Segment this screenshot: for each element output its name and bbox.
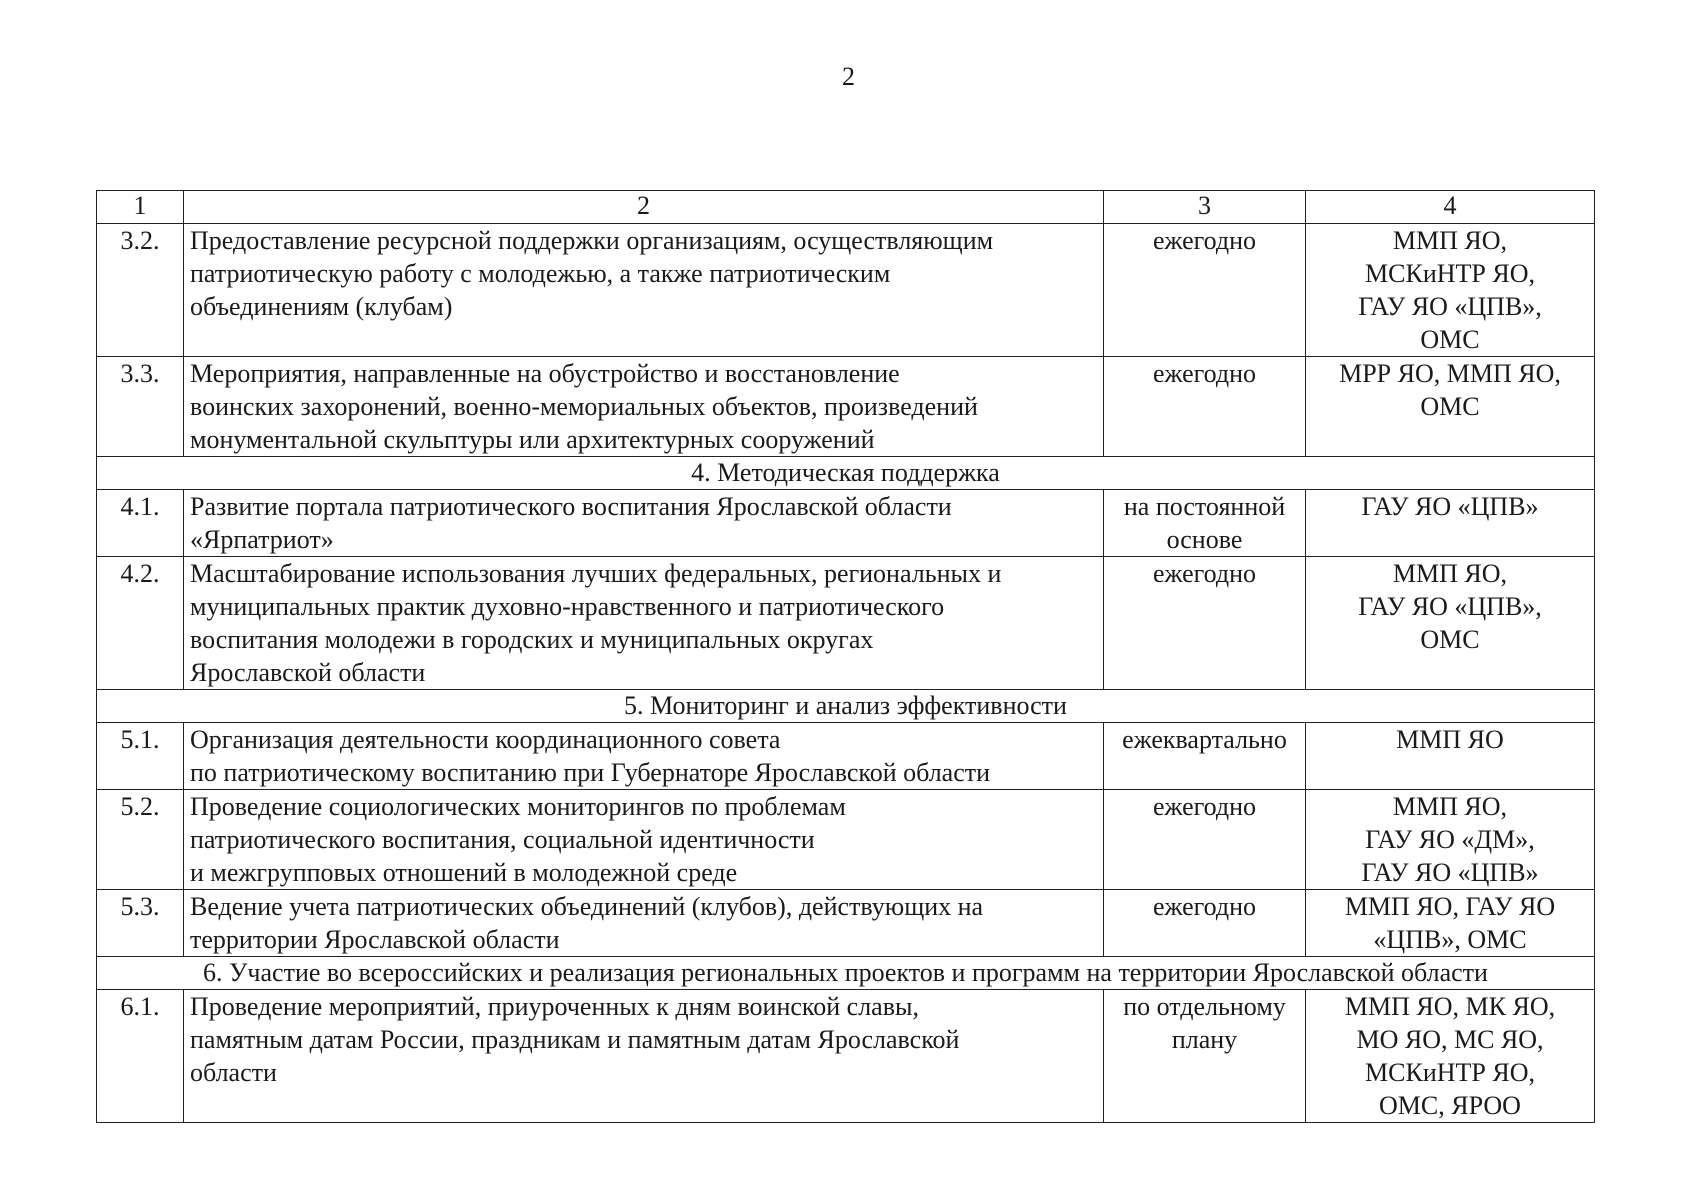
- column-header: 1: [97, 191, 184, 224]
- table-row: [97, 723, 1595, 790]
- item-number: 4.2.: [97, 557, 184, 690]
- item-description: [184, 557, 1104, 690]
- item-responsible: [1306, 224, 1595, 357]
- item-responsible-line: ММП ЯО, ГАУ ЯО: [1344, 892, 1556, 921]
- column-header: 2: [184, 191, 1104, 224]
- section-row: [97, 690, 1595, 723]
- item-description-line: Мероприятия, направленные на обустройство и восстановление: [190, 359, 900, 388]
- item-number: 5.2.: [97, 790, 184, 890]
- table-row: [97, 890, 1595, 957]
- table-header-row: [97, 191, 1595, 224]
- item-responsible: [1306, 557, 1595, 690]
- item-responsible-line: МО ЯО, МС ЯО,: [1356, 1025, 1544, 1054]
- item-responsible-line: ОМС, ЯРОО: [1379, 1091, 1521, 1120]
- item-responsible: [1306, 790, 1595, 890]
- item-description-line: по патриотическому воспитанию при Губернаторе Ярославской области: [190, 758, 991, 787]
- item-responsible: [1306, 357, 1595, 457]
- item-description-line: Проведение мероприятий, приуроченных к дням воинской славы,: [190, 992, 919, 1021]
- table-row: [97, 790, 1595, 890]
- item-responsible-line: ММП ЯО, МК ЯО,: [1344, 992, 1556, 1021]
- table-row: [97, 490, 1595, 557]
- item-description-line: муниципальных практик духовно-нравственного и патриотического: [190, 592, 945, 621]
- item-responsible-line: МСКиНТР ЯО,: [1365, 1058, 1535, 1087]
- item-description-line: и межгрупповых отношений в молодежной среде: [190, 858, 738, 887]
- item-description-line: Организация деятельности координационного совета: [190, 725, 781, 754]
- item-description-line: патриотическую работу с молодежью, а также патриотическим: [190, 259, 891, 288]
- item-responsible-line: ММП ЯО,: [1392, 226, 1508, 255]
- item-description-line: объединениям (клубам): [190, 292, 453, 321]
- item-period: [1104, 224, 1306, 357]
- section-row: [97, 457, 1595, 490]
- item-responsible-line: МРР ЯО, ММП ЯО,: [1339, 359, 1561, 388]
- page-number: 2: [842, 62, 855, 91]
- item-description-line: монументальной скульптуры или архитектурных сооружений: [190, 425, 875, 454]
- item-number: 3.3.: [97, 357, 184, 457]
- item-responsible-line: ОМС: [1420, 392, 1480, 421]
- item-description-line: территории Ярославской области: [190, 925, 560, 954]
- item-responsible-line: ГАУ ЯО «ЦПВ»,: [1358, 292, 1542, 321]
- item-period: [1104, 790, 1306, 890]
- item-period: [1104, 990, 1306, 1123]
- item-description-line: воспитания молодежи в городских и муниципальных округах: [190, 625, 874, 654]
- item-responsible: [1306, 990, 1595, 1123]
- item-description: [184, 890, 1104, 957]
- item-description-line: Ведение учета патриотических объединений (клубов), действующих на: [190, 892, 984, 921]
- column-header: 4: [1306, 191, 1595, 224]
- table-row: [97, 990, 1595, 1123]
- item-number: 6.1.: [97, 990, 184, 1123]
- item-description-line: «Ярпатриот»: [190, 525, 334, 554]
- section-row: [97, 957, 1595, 990]
- item-period-line: ежегодно: [1152, 792, 1257, 821]
- item-period: [1104, 490, 1306, 557]
- plan-table: [96, 190, 1595, 1123]
- plan-table-body: [97, 191, 1595, 1123]
- section-title: 6. Участие во всероссийских и реализация региональных проектов и программ на территории Ярославской области: [97, 957, 1595, 990]
- item-responsible-line: ОМС: [1420, 625, 1480, 654]
- item-responsible-line: ММП ЯО,: [1392, 792, 1508, 821]
- section-title: 4. Методическая поддержка: [97, 457, 1595, 490]
- section-title: 5. Мониторинг и анализ эффективности: [97, 690, 1595, 723]
- item-description-line: патриотического воспитания, социальной идентичности: [190, 825, 815, 854]
- item-description: [184, 357, 1104, 457]
- item-period: [1104, 557, 1306, 690]
- table-row: [97, 224, 1595, 357]
- table-row: [97, 557, 1595, 690]
- item-number: 3.2.: [97, 224, 184, 357]
- item-period: [1104, 723, 1306, 790]
- item-description-line: Масштабирование использования лучших федеральных, региональных и: [190, 559, 1002, 588]
- item-description-line: Развитие портала патриотического воспитания Ярославской области: [190, 492, 952, 521]
- item-period-line: по отдельному: [1123, 992, 1286, 1021]
- item-description: [184, 990, 1104, 1123]
- item-description: [184, 790, 1104, 890]
- item-period-line: ежеквартально: [1122, 725, 1287, 754]
- item-responsible-line: «ЦПВ», ОМС: [1373, 925, 1527, 954]
- item-period-line: основе: [1166, 525, 1243, 554]
- item-responsible: [1306, 490, 1595, 557]
- column-header: 3: [1104, 191, 1306, 224]
- item-period-line: ежегодно: [1152, 892, 1257, 921]
- item-period-line: ежегодно: [1152, 559, 1257, 588]
- item-responsible-line: ММП ЯО: [1396, 725, 1504, 754]
- item-description-line: воинских захоронений, военно-мемориальных объектов, произведений: [190, 392, 978, 421]
- item-period-line: ежегодно: [1152, 359, 1257, 388]
- item-responsible-line: ГАУ ЯО «ДМ»,: [1365, 825, 1535, 854]
- item-description-line: Ярославской области: [190, 658, 426, 687]
- item-period-line: на постоянной: [1123, 492, 1286, 521]
- item-description: [184, 723, 1104, 790]
- item-description-line: Предоставление ресурсной поддержки организациям, осуществляющим: [190, 226, 994, 255]
- item-number: 4.1.: [97, 490, 184, 557]
- item-responsible: [1306, 723, 1595, 790]
- item-description: [184, 490, 1104, 557]
- item-period-line: плану: [1171, 1025, 1238, 1054]
- item-responsible-line: ОМС: [1420, 325, 1480, 354]
- item-responsible-line: МСКиНТР ЯО,: [1365, 259, 1535, 288]
- item-responsible-line: ГАУ ЯО «ЦПВ»: [1361, 858, 1539, 887]
- item-number: 5.3.: [97, 890, 184, 957]
- item-period: [1104, 890, 1306, 957]
- item-description: [184, 224, 1104, 357]
- item-responsible-line: ГАУ ЯО «ЦПВ»: [1361, 492, 1539, 521]
- item-description-line: Проведение социологических мониторингов по проблемам: [190, 792, 846, 821]
- item-number: 5.1.: [97, 723, 184, 790]
- item-period-line: ежегодно: [1152, 226, 1257, 255]
- table-row: [97, 357, 1595, 457]
- item-period: [1104, 357, 1306, 457]
- item-responsible-line: ММП ЯО,: [1392, 559, 1508, 588]
- item-responsible: [1306, 890, 1595, 957]
- item-description-line: области: [190, 1058, 277, 1087]
- item-description-line: памятным датам России, праздникам и памятным датам Ярославской: [190, 1025, 960, 1054]
- item-responsible-line: ГАУ ЯО «ЦПВ»,: [1358, 592, 1542, 621]
